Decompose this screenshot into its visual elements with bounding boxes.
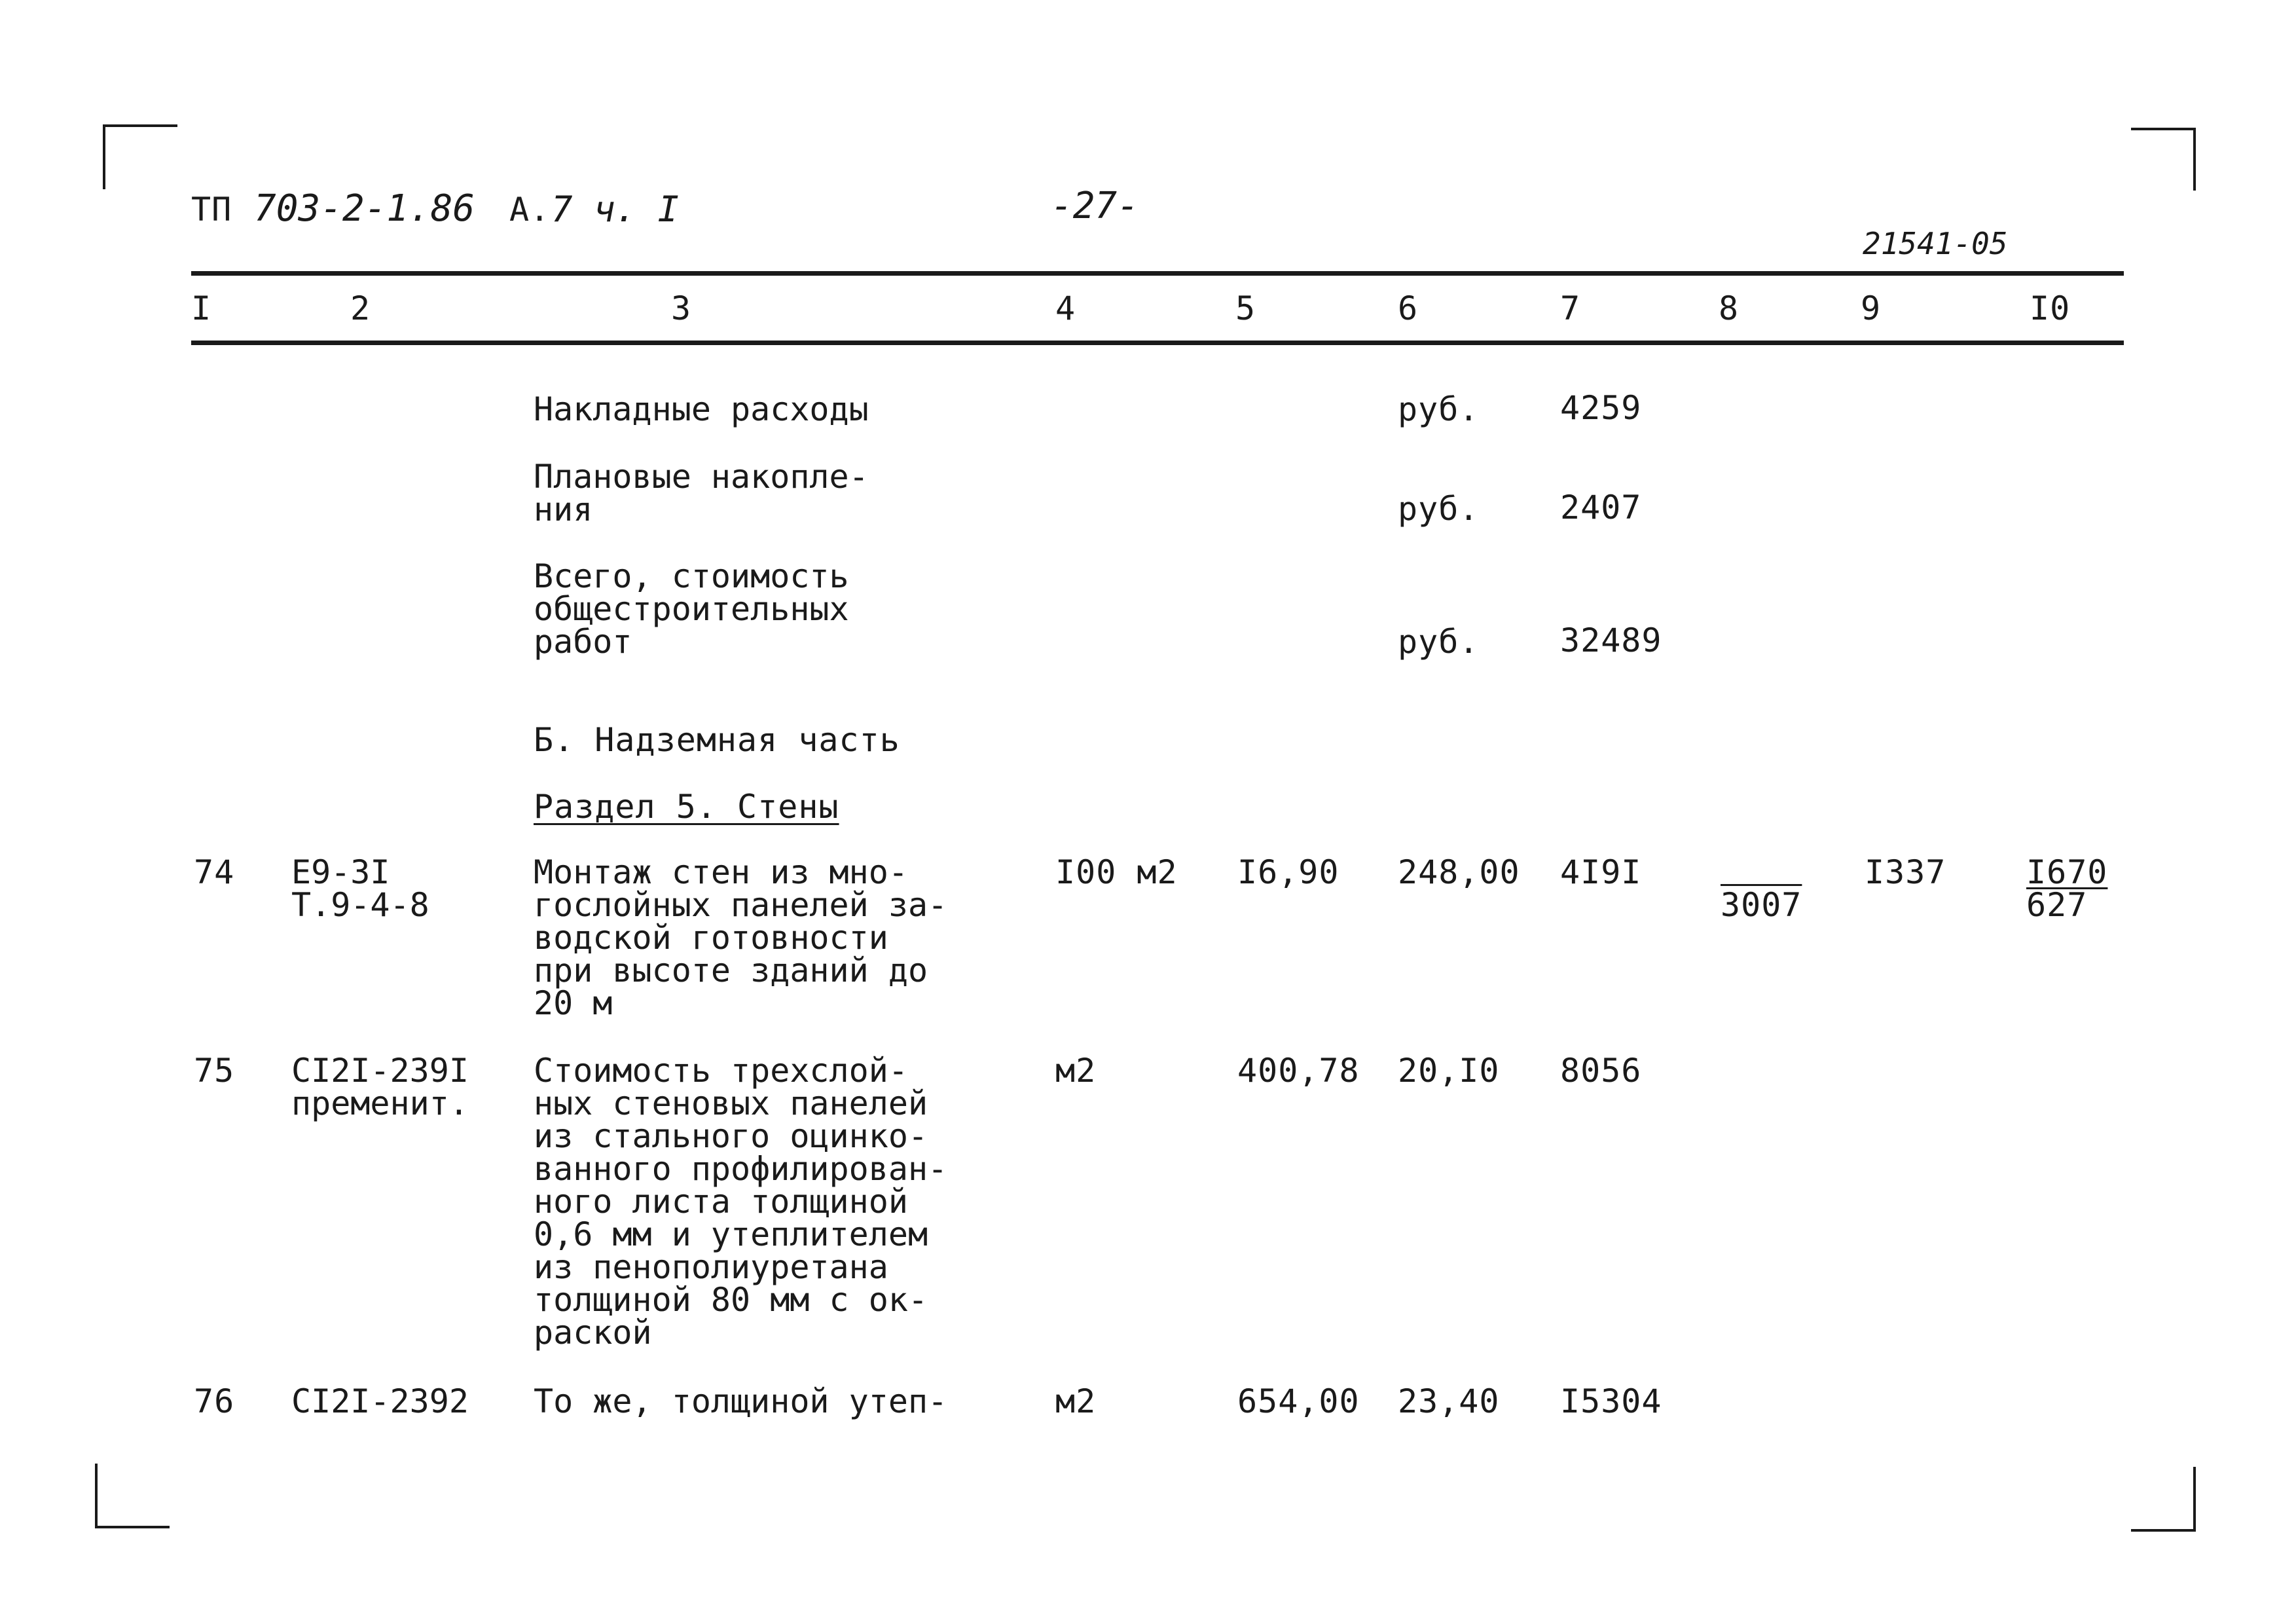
table-top-rule <box>191 271 2124 276</box>
doc-code: 703-2-1.86 <box>254 187 475 230</box>
column-header: I0 <box>2030 289 2071 327</box>
row-total: 4I9I <box>1560 853 1642 891</box>
summary-value: 32489 <box>1560 621 1662 659</box>
corner-mark-top-right <box>2131 128 2196 191</box>
row-col9: I337 <box>1865 853 1946 891</box>
column-header: 6 <box>1398 289 1419 327</box>
row-code: Е9-3I Т.9-4-8 <box>291 853 429 924</box>
row-price: 23,40 <box>1398 1382 1500 1420</box>
inventory-number: 21541-05 <box>1863 226 2008 261</box>
row-col8: 3007 <box>1721 886 1802 924</box>
summary-unit: руб. <box>1398 490 1480 528</box>
summary-name: Всего, стоимость общестроительных работ <box>534 557 849 661</box>
doc-prefix: ТП <box>191 191 232 229</box>
row-quantity: 400,78 <box>1237 1052 1360 1090</box>
summary-value: 2407 <box>1560 489 1642 526</box>
row-description: То же, толщиной утеп- <box>534 1382 948 1420</box>
row-total: 8056 <box>1560 1052 1642 1090</box>
row-code: СI2I-2392 <box>291 1382 469 1420</box>
row-unit: м2 <box>1055 1382 1097 1420</box>
summary-value: 4259 <box>1560 389 1642 427</box>
row-price: 20,I0 <box>1398 1052 1500 1090</box>
row-description: Монтаж стен из мно- гослойных панелей за- водской готовности при высоте зданий до 20 м <box>534 853 948 1022</box>
column-header: 7 <box>1560 289 1581 327</box>
table-header-bottom-rule <box>191 341 2124 345</box>
corner-mark-bottom-right <box>2131 1467 2196 1532</box>
summary-unit: руб. <box>1398 623 1480 661</box>
row-quantity: 654,00 <box>1237 1382 1360 1420</box>
summary-name: Накладные расходы <box>534 390 869 428</box>
corner-mark-bottom-left <box>95 1464 170 1528</box>
column-header: 3 <box>671 289 692 327</box>
row-number: 74 <box>194 853 235 891</box>
row-unit: м2 <box>1055 1052 1097 1090</box>
column-header: 2 <box>350 289 371 327</box>
album-prefix: А. <box>509 191 551 229</box>
row-col10-top: I670 <box>2026 853 2108 891</box>
summary-unit: руб. <box>1398 390 1480 428</box>
row-price: 248,00 <box>1398 853 1520 891</box>
row-unit: I00 м2 <box>1055 853 1178 891</box>
row-number: 75 <box>194 1052 235 1090</box>
column-header: 9 <box>1861 289 1882 327</box>
row-total: I5304 <box>1560 1382 1662 1420</box>
page-number: -27- <box>1051 185 1139 227</box>
subsection-title: Раздел 5. Стены <box>534 788 839 826</box>
column-header: 8 <box>1719 289 1740 327</box>
column-header: I <box>191 289 212 327</box>
album-part: 7 ч. I <box>551 189 680 230</box>
row-code: СI2I-239I пременит. <box>291 1052 469 1122</box>
row-quantity: I6,90 <box>1237 853 1339 891</box>
corner-mark-top-left <box>103 124 177 189</box>
column-header: 5 <box>1235 289 1256 327</box>
row-col10-bottom: 627 <box>2026 886 2088 924</box>
row-description: Стоимость трехслой- ных стеновых панелей из стального оцинко- ванного профилирован- ного листа толщиной 0,6 мм и утеплителем из пенополиуретана толщиной 80 мм с ок- раской <box>534 1052 948 1352</box>
section-title: Б. Надземная часть <box>534 721 900 759</box>
column-header: 4 <box>1055 289 1076 327</box>
summary-name: Плановые накопле- ния <box>534 458 869 528</box>
row-number: 76 <box>194 1382 235 1420</box>
